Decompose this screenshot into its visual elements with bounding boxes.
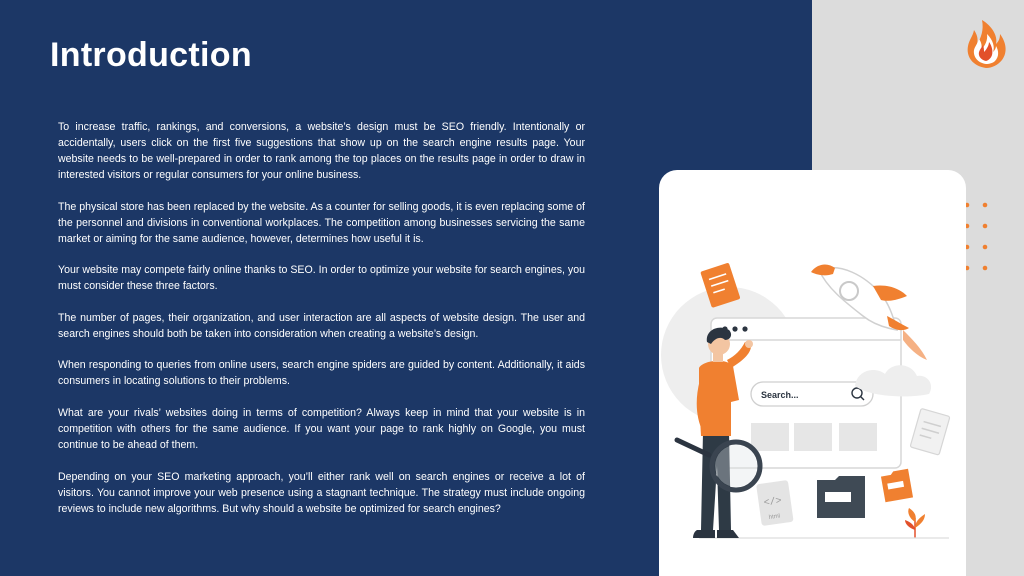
illustration-card (659, 170, 966, 576)
search-bar (751, 382, 873, 406)
paragraph-3: Your website may compete fairly online thanks to SEO. In order to optimize your website for search engines, you must consider these three factors. (58, 264, 585, 293)
flame-logo-icon (962, 14, 1010, 70)
plant-icon (905, 508, 925, 538)
code-file-label: </> (763, 496, 783, 510)
paragraph-6: What are your rivals’ websites doing in terms of competition? Always keep in mind that your website is in competition with others for the same audience. If you want your page to rank highly on Google, you must continue to be ahead of them. (58, 406, 585, 451)
search-bar-label: Search... (761, 390, 799, 400)
paragraph-2: The physical store has been replaced by the website. As a counter for selling goods, it is even replacing some of the personnel and divisions in conventional workplaces. The competition among businesses servicing the same market or aiming for the same audience, however, determines how useful it is. (58, 200, 585, 245)
folder-icon-orange (880, 469, 913, 502)
seo-illustration (659, 170, 966, 576)
file-type-label: html (768, 513, 781, 521)
paragraph-5: When responding to queries from online users, search engine spiders are guided by content. Additionally, it aids consumers in locating solutions to their problems. (58, 359, 585, 388)
slide-title: Introduction (50, 36, 252, 74)
code-file-icon (756, 480, 794, 526)
paragraph-1: To increase traffic, rankings, and conversions, a website’s design must be SEO friendly. Intentionally or accidentally, users click on the first five suggestions that show up on the search engine results page. Your website needs to be well-prepared in order to rank among the top places on the results page in order to draw in interested visitors or regular consumers for your online business. (58, 121, 585, 181)
folder-icon (817, 476, 865, 518)
body-text (58, 119, 585, 532)
magnifier-icon (677, 440, 760, 490)
paragraph-7: Depending on your SEO marketing approach, you’ll either rank well on search engines or receive a lot of visitors. You cannot improve your web presence using a stagnant technique. The strategy must include ongoing reviews to include new algorithms. But why should a website be optimized for search engines? (58, 470, 585, 515)
paper-icon (910, 408, 950, 455)
paragraph-4: The number of pages, their organization, and user interaction are all aspects of website design. The user and search engines should both be taken into consideration when creating a website’s design. (58, 311, 585, 340)
